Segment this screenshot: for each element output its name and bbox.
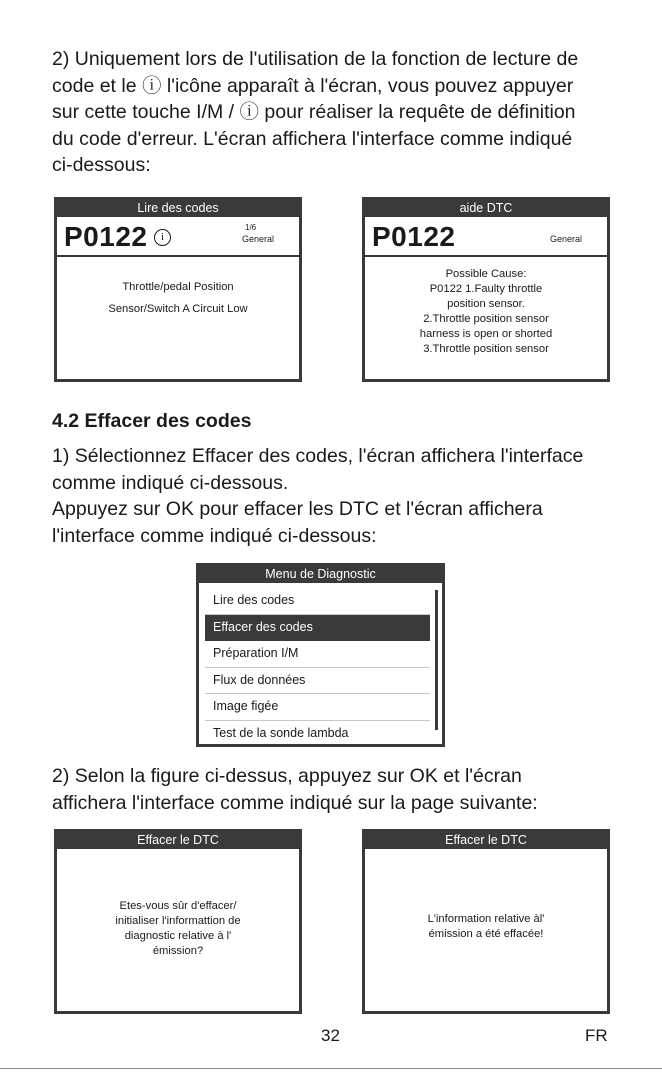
body-line: P0122 1.Faulty throttle	[429, 283, 543, 295]
code-bar	[365, 217, 607, 257]
screen-read-codes	[54, 197, 302, 382]
body-line: initialiser l'informattion de	[115, 915, 241, 927]
page-number: 32	[321, 1026, 340, 1045]
intro-line: code et le ⓘ l'icône apparaît à l'écran, vous pouvez appuyer	[52, 74, 574, 97]
body-line: 2.Throttle position sensor	[423, 313, 549, 325]
intro-line: du code d'erreur. L'écran affichera l'interface comme indiqué	[52, 127, 573, 150]
screen-title: Lire des codes	[57, 200, 299, 217]
after-menu-paragraph	[52, 763, 612, 816]
clear-line: l'interface comme indiqué ci-dessous:	[52, 524, 377, 547]
menu-list	[199, 588, 442, 746]
screen-body	[57, 257, 299, 320]
screen-body	[365, 257, 607, 357]
clear-line: 1) Sélectionnez Effacer des codes, l'écran affichera l'interface	[52, 445, 584, 467]
screen-title: aide DTC	[365, 200, 607, 217]
body-line: position sensor.	[447, 298, 525, 310]
menu-item-clear-codes[interactable]: Effacer des codes	[205, 615, 430, 642]
menu-item-freeze-frame[interactable]: Image figée	[205, 694, 430, 721]
body-line: Throttle/pedal Position	[122, 281, 234, 293]
system-label: General	[550, 234, 583, 244]
intro-line: sur cette touche I/M / ⓘ pour réaliser la requête de définition	[52, 101, 576, 123]
system-label: General	[242, 234, 275, 244]
screen-clear-confirm	[54, 829, 302, 1014]
menu-item-im-readiness[interactable]: Préparation I/M	[205, 641, 430, 668]
page-bottom-rule	[0, 1068, 662, 1069]
body-line: diagnostic relative à l'	[124, 930, 232, 942]
clear-line: comme indiqué ci-dessous.	[52, 471, 289, 494]
body-line: L'information relative àl'	[427, 913, 545, 925]
screen-diagnostic-menu	[196, 563, 445, 747]
screen-title: Effacer le DTC	[57, 832, 299, 849]
intro-line: ci-dessous:	[52, 154, 151, 176]
code-bar	[57, 217, 299, 257]
menu-item-read-codes[interactable]: Lire des codes	[205, 588, 430, 615]
screen-body	[365, 849, 607, 942]
screen-dtc-help	[362, 197, 610, 382]
after-menu-line: 2) Selon la figure ci-dessus, appuyez sur OK et l'écran	[52, 765, 522, 787]
body-line: émission a été effacée!	[428, 928, 544, 940]
code-index: 1/6	[245, 223, 257, 232]
body-line: 3.Throttle position sensor	[423, 343, 549, 355]
section-heading: 4.2 Effacer des codes	[52, 410, 252, 432]
after-menu-line: affichera l'interface comme indiqué sur la page suivante:	[52, 791, 538, 814]
body-line: Possible Cause:	[445, 268, 527, 280]
clear-paragraph	[52, 443, 612, 549]
menu-item-data-stream[interactable]: Flux de données	[205, 668, 430, 695]
language-tag: FR	[585, 1026, 608, 1045]
screen-title: Menu de Diagnostic	[199, 566, 442, 583]
intro-line: 2) Uniquement lors de l'utilisation de la fonction de lecture de	[52, 48, 579, 70]
scrollbar[interactable]	[435, 590, 438, 730]
screen-body	[57, 849, 299, 959]
info-icon: i	[154, 229, 171, 246]
body-line: Sensor/Switch A Circuit Low	[108, 303, 248, 315]
screen-title: Effacer le DTC	[365, 832, 607, 849]
dtc-code: P0122	[372, 221, 456, 252]
body-line: Etes-vous sûr d'effacer/	[119, 900, 237, 912]
intro-paragraph	[52, 46, 612, 179]
menu-item-o2-sensor-test[interactable]: Test de la sonde lambda	[213, 725, 349, 740]
dtc-code: P0122	[64, 221, 148, 252]
body-line: émission?	[152, 945, 204, 957]
screen-clear-done	[362, 829, 610, 1014]
body-line: harness is open or shorted	[419, 328, 553, 340]
clear-line: Appuyez sur OK pour effacer les DTC et l'écran affichera	[52, 498, 543, 520]
